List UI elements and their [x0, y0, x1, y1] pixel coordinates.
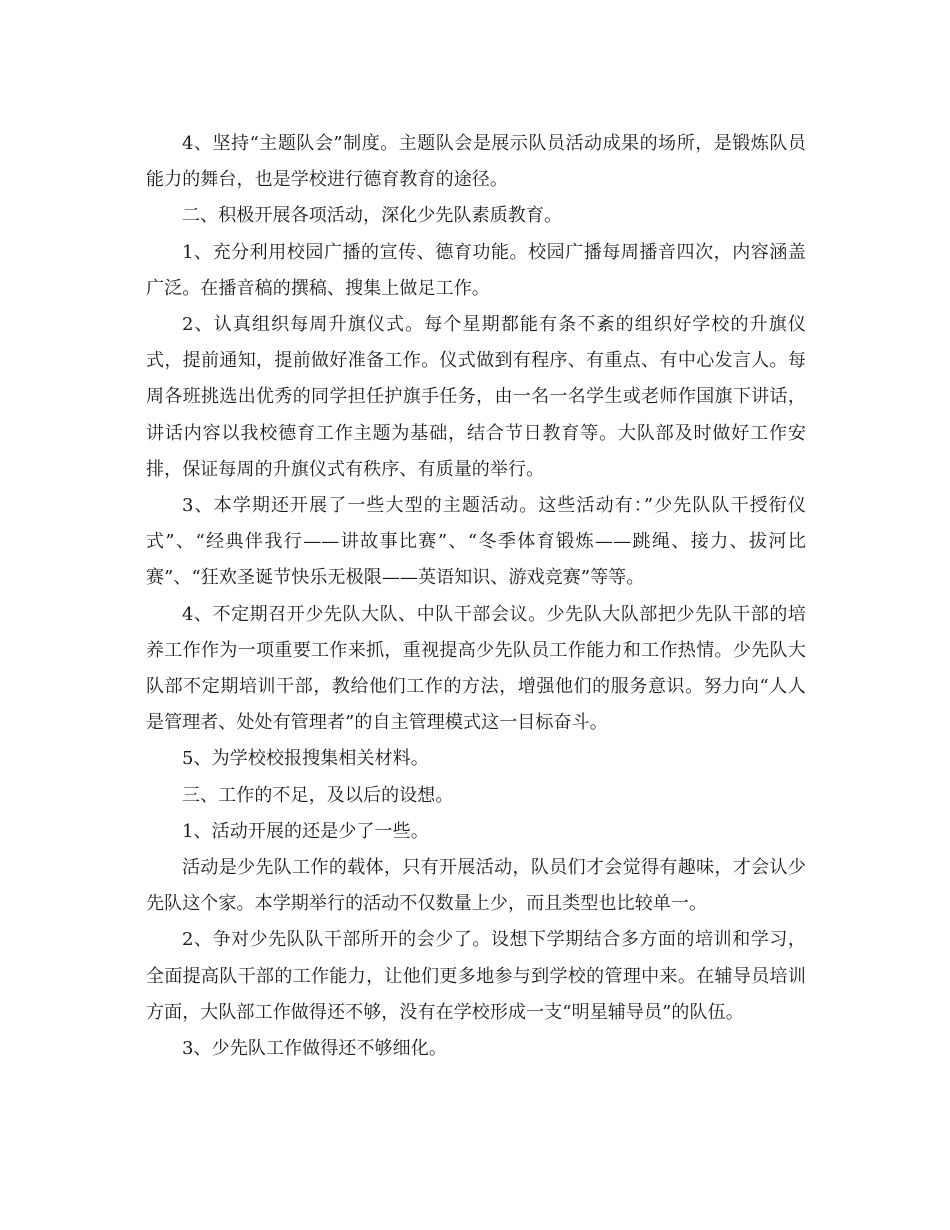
- paragraph-theme-meeting: 4、坚持“主题队会”制度。主题队会是展示队员活动成果的场所，是锻炼队员能力的舞台，也是学校进行德育教育的途径。: [146, 133, 806, 191]
- paragraph-school-newspaper: 5、为学校校报搜集相关材料。: [182, 748, 429, 770]
- paragraph-activity-carrier: 活动是少先队工作的载体，只有开展活动，队员们才会觉得有趣味，才会认少先队这个家。本学期举行的活动不仅数量上少，而且类型也比较单一。: [146, 857, 806, 915]
- document-body: [146, 126, 806, 1067]
- paragraph-cadre-training: 2、争对少先队队干部所开的会少了。设想下学期结合多方面的培训和学习，全面提高队干部的工作能力，让他们更多地参与到学校的管理中来。在辅导员培训方面，大队部工作做得还不够，没有在学校形成一支“明星辅导员”的队伍。: [146, 929, 806, 1023]
- paragraph-flag-ceremony: 2、认真组织每周升旗仪式。每个星期都能有条不紊的组织好学校的升旗仪式，提前通知，提前做好准备工作。仪式做到有程序、有重点、有中心发言人。每周各班挑选出优秀的同学担任护旗手任务，由一名一名学生或老师作国旗下讲话，讲话内容以我校德育工作主题为基础，结合节日教育等。大队部及时做好工作安排，保证每周的升旗仪式有秩序、有质量的举行。: [146, 314, 806, 480]
- section-heading-activities: 二、积极开展各项活动，深化少先队素质教育。: [182, 205, 563, 227]
- paragraph-cadre-meetings: 4、不定期召开少先队大队、中队干部会议。少先队大队部把少先队干部的培养工作作为一项重要工作来抓，重视提高少先队员工作能力和工作热情。少先队大队部不定期培训干部，教给他们工作的方法，增强他们的服务意识。努力向“人人是管理者、处处有管理者”的自主管理模式这一目标奋斗。: [146, 603, 806, 734]
- paragraph-refinement: 3、少先队工作做得还不够细化。: [182, 1038, 447, 1060]
- paragraph-few-activities: 1、活动开展的还是少了一些。: [182, 820, 429, 842]
- section-heading-shortcomings: 三、工作的不足，及以后的设想。: [182, 784, 454, 806]
- paragraph-campus-broadcast: 1、充分利用校园广播的宣传、德育功能。校园广播每周播音四次，内容涵盖广泛。在播音稿的撰稿、搜集上做足工作。: [146, 241, 806, 299]
- paragraph-theme-activities: 3、本学期还开展了一些大型的主题活动。这些活动有：”少先队队干授衔仪式”、“经典伴我行——讲故事比赛”、“冬季体育锻炼——跳绳、接力、拔河比赛”、“狂欢圣诞节快乐无极限——英语知识、游戏竞赛”等等。: [146, 495, 806, 589]
